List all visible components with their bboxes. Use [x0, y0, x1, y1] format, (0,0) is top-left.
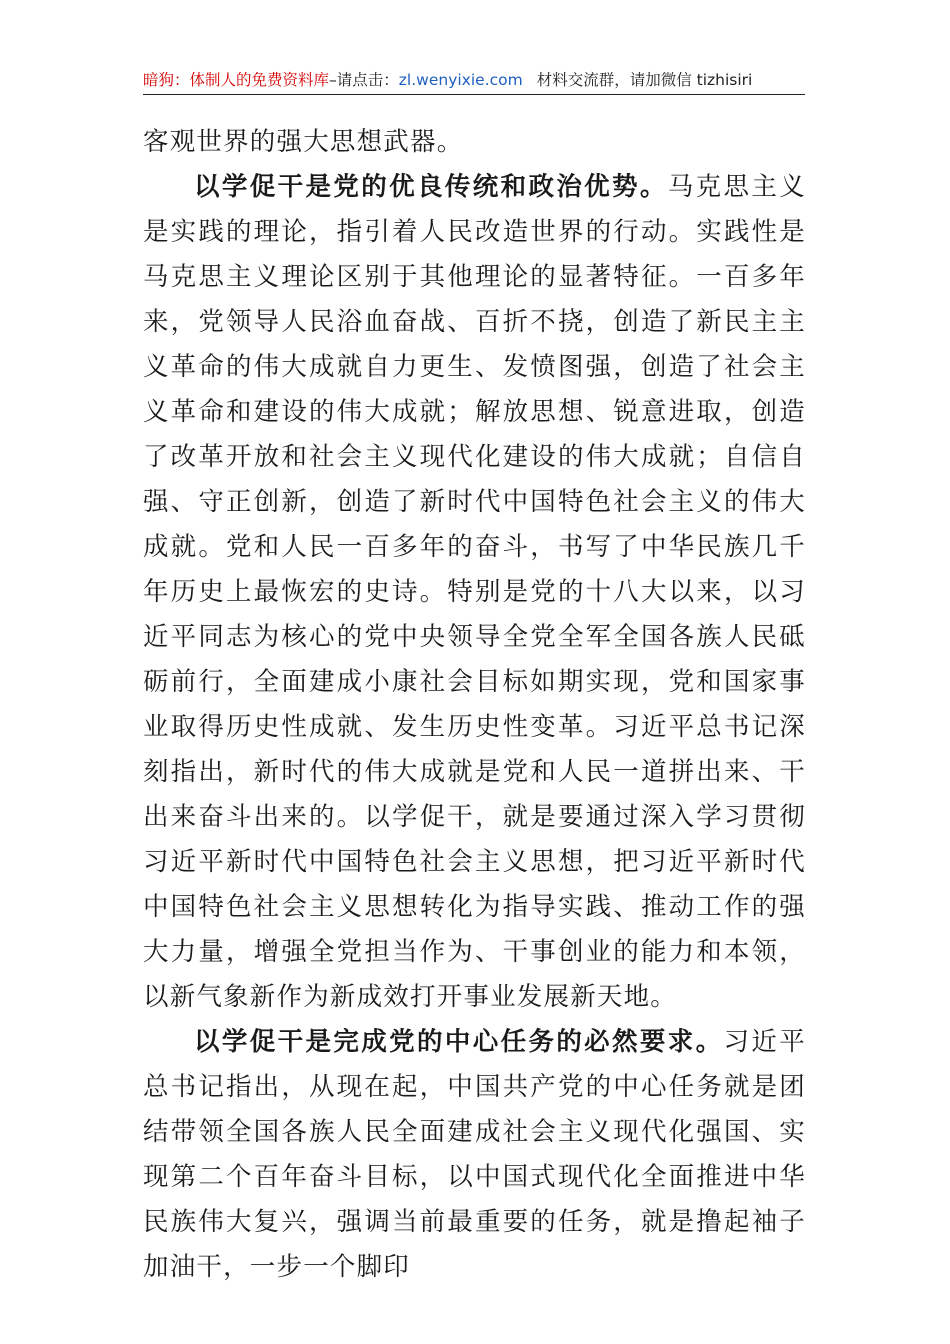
header-site-name: 暗狗：体制人的免费资料库: [143, 71, 330, 89]
paragraph: [143, 1020, 806, 1290]
header-group-text: 材料交流群，请加微信 tizhisiri: [536, 71, 753, 89]
paragraph-text: 客观世界的强大思想武器。: [143, 127, 464, 157]
document-body: [143, 120, 806, 1290]
paragraph-text: 习近平总书记指出，从现在起，中国共产党的中心任务就是团结带领全国各族人民全面建成社会主义现代化强国、实现第二个百年奋斗目标，以中国式现代化全面推进中华民族伟大复兴，强调当前最重要的任务，就是撸起袖子加油干，一步一个脚印: [143, 1027, 806, 1282]
paragraph-lead: 以学促干是党的优良传统和政治优势。: [194, 172, 668, 202]
paragraph-text: 马克思主义是实践的理论，指引着人民改造世界的行动。实践性是马克思主义理论区别于其他理论的显著特征。一百多年来，党领导人民浴血奋战、百折不挠，创造了新民主主义革命的伟大成就自力更生、发愤图强，创造了社会主义革命和建设的伟大成就；解放思想、锐意进取，创造了改革开放和社会主义现代化建设的伟大成就；自信自强、守正创新，创造了新时代中国特色社会主义的伟大成就。党和人民一百多年的奋斗，书写了中华民族几千年历史上最恢宏的史诗。特别是党的十八大以来，以习近平同志为核心的党中央领导全党全军全国各族人民砥砺前行，全面建成小康社会目标如期实现，党和国家事业取得历史性成就、发生历史性变革。习近平总书记深刻指出，新时代的伟大成就是党和人民一道拼出来、干出来奋斗出来的。以学促干，就是要通过深入学习贯彻习近平新时代中国特色社会主义思想，把习近平新时代中国特色社会主义思想转化为指导实践、推动工作的强大力量，增强全党担当作为、干事创业的能力和本领，以新气象新作为新成效打开事业发展新天地。: [143, 172, 806, 1012]
paragraph: [143, 165, 806, 1020]
paragraph-lead: 以学促干是完成党的中心任务的必然要求。: [194, 1027, 724, 1057]
header-click-prompt: –请点击：: [329, 71, 399, 89]
paragraph-continuation: [143, 120, 806, 165]
page-header: [143, 66, 805, 95]
header-url-link[interactable]: zl.wenyixie.com: [398, 71, 523, 89]
